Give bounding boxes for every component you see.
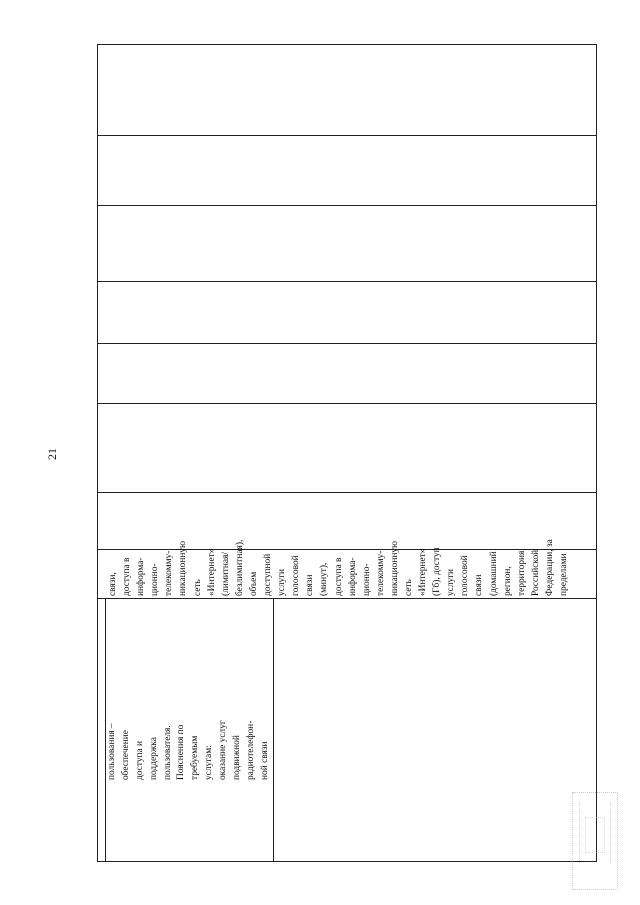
cell-line: ционно- xyxy=(361,563,372,596)
cell-line: информа- xyxy=(347,557,358,596)
cell-line: Федерации, за xyxy=(544,539,555,596)
table-column-divider xyxy=(97,343,597,344)
cell-line: доступной xyxy=(263,553,274,596)
cell-line: телекомму- xyxy=(375,550,386,596)
stamp-mark xyxy=(572,792,618,890)
cell-line: (минут), xyxy=(319,562,330,596)
cell-line: оказание услуг xyxy=(218,720,229,780)
table-column-divider xyxy=(97,403,597,404)
cell-line: Пояснения по xyxy=(176,724,187,780)
cell-line: связи, xyxy=(108,572,118,596)
cell-line: объем xyxy=(248,571,259,596)
cell-line: услуги xyxy=(446,568,457,596)
cell-line: доступа в xyxy=(333,557,344,596)
cell-line: регион, xyxy=(502,566,513,596)
cell-line: подвижной xyxy=(232,735,243,780)
table-column-divider xyxy=(97,281,597,282)
cell-line: голосовой xyxy=(291,555,302,596)
cell-line: ционно- xyxy=(150,563,161,596)
table-row-divider xyxy=(273,598,274,862)
cell-line: требуемым xyxy=(190,735,201,780)
table-cell-services xyxy=(106,539,571,596)
cell-line: доступа в xyxy=(122,557,133,596)
cell-line: «Интернет» xyxy=(206,548,217,596)
cell-line: информа- xyxy=(136,557,147,596)
cell-line: услугам: xyxy=(204,745,215,780)
cell-line: доступа и xyxy=(134,740,145,780)
cell-line: (лимитная/ xyxy=(220,552,231,596)
cell-line: территория xyxy=(516,550,527,596)
table-cell-description xyxy=(106,720,273,780)
cell-line: голосовой xyxy=(460,555,471,596)
cell-line: радиотелефон- xyxy=(245,720,256,780)
table-column-divider xyxy=(97,492,597,493)
cell-line: телекомму- xyxy=(164,550,175,596)
cell-line: Российской xyxy=(530,549,541,596)
cell-line: никационную xyxy=(389,540,400,596)
cell-line: связи xyxy=(474,574,485,596)
cell-line: «Интернет» xyxy=(418,548,429,596)
cell-line: обеспечение xyxy=(120,730,131,780)
table-column-divider xyxy=(97,205,597,206)
cell-line: никационную xyxy=(178,540,189,596)
cell-line: сеть xyxy=(192,579,203,596)
cell-line: ной связи xyxy=(259,741,270,780)
cell-line: пределами xyxy=(559,553,569,596)
table-column-divider xyxy=(97,135,597,136)
cell-line: сеть xyxy=(403,579,414,596)
cell-line: пользования – xyxy=(107,723,117,780)
table-column-divider xyxy=(97,598,597,599)
cell-line: (домашний xyxy=(488,551,499,596)
cell-line: (Гб), доступ xyxy=(432,547,443,596)
cell-line: связи xyxy=(305,574,316,596)
cell-line: безлимитная), xyxy=(234,539,245,596)
page-number: 21 xyxy=(45,448,59,460)
cell-line: поддержка xyxy=(148,737,159,780)
cell-line: пользователя. xyxy=(162,725,173,780)
cell-line: услуги xyxy=(277,568,288,596)
